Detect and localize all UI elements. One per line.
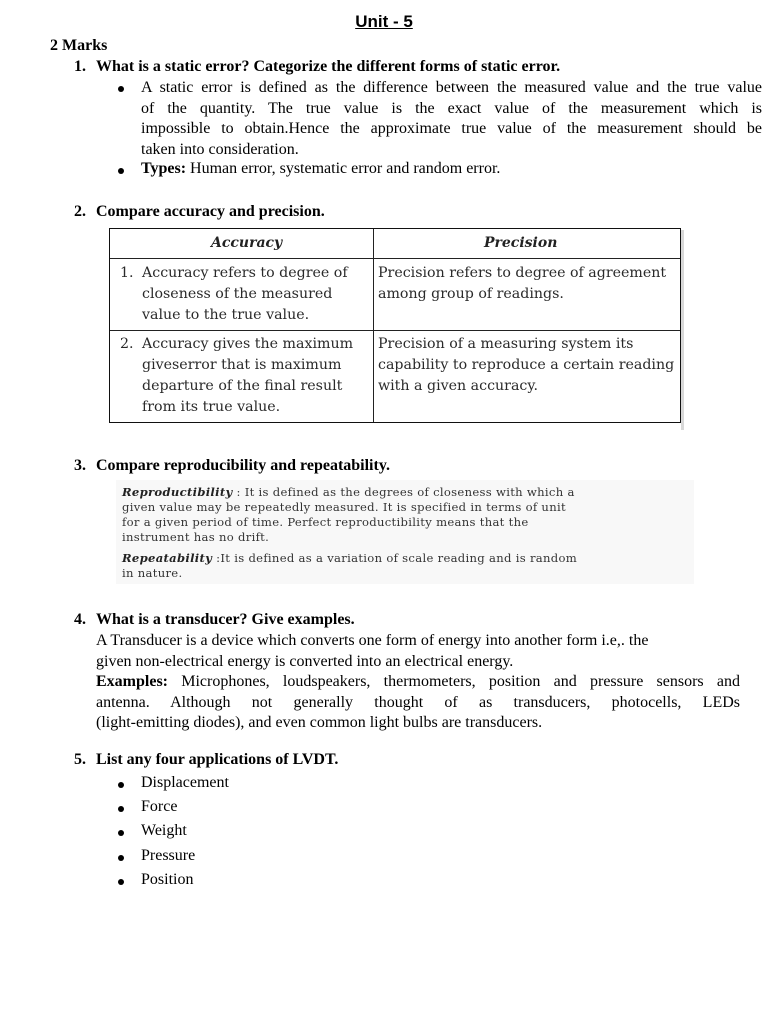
question-number: 4. xyxy=(74,611,86,628)
bullet-icon xyxy=(118,168,124,174)
cell-line: giveserror that is maximum xyxy=(142,357,342,373)
table-cell-accuracy-1 xyxy=(120,263,370,326)
answer-line: antenna. Although not generally thought of as transducers, photocells, LEDs xyxy=(96,693,740,711)
reproducibility-text xyxy=(122,485,674,545)
answer-line: impossible to obtain.Hence the approximate true value of the measurement should be xyxy=(141,120,762,137)
cell-line: closeness of the measured xyxy=(142,286,333,302)
question-number: 5. xyxy=(74,751,86,768)
list-item: Position xyxy=(141,871,194,888)
cell-line: Accuracy gives the maximum xyxy=(142,336,354,352)
table-divider xyxy=(110,258,680,259)
question-text: List any four applications of LVDT. xyxy=(96,751,339,768)
row-number: 2. xyxy=(120,336,134,352)
text-line: : It is defined as the degrees of closeness with which a xyxy=(232,485,575,499)
reproducibility-box xyxy=(116,480,694,584)
cell-line: capability to reproduce a certain reading xyxy=(378,357,675,373)
section-heading: 2 Marks xyxy=(50,37,108,54)
bullet-icon xyxy=(118,806,124,812)
bullet-icon xyxy=(118,782,124,788)
answer-line: given non-electrical energy is converted into an electrical energy. xyxy=(96,652,514,670)
bullet-icon xyxy=(118,879,124,885)
row-number: 1. xyxy=(120,265,134,281)
examples-label: Examples: xyxy=(96,673,168,690)
text-line: :It is defined as a variation of scale reading and is random xyxy=(212,551,578,565)
table-cell-accuracy-2 xyxy=(120,334,370,418)
answer-line xyxy=(96,672,740,693)
cell-line: with a given accuracy. xyxy=(378,378,538,394)
cell-line: Accuracy refers to degree of xyxy=(142,265,348,281)
text-line: instrument has no drift. xyxy=(122,530,270,544)
answer-line: of the quantity. The true value is the exact value of the measurement which is xyxy=(141,99,762,117)
repeatability-text xyxy=(122,551,674,581)
cell-line: from its true value. xyxy=(142,399,281,415)
unit-title: Unit - 5 xyxy=(355,12,413,31)
scan-edge xyxy=(681,230,684,430)
answer-line: taken into consideration. xyxy=(141,140,299,158)
table-cell-precision-2 xyxy=(378,334,678,397)
question-text: What is a transducer? Give examples. xyxy=(96,611,355,628)
cell-line: Precision of a measuring system its xyxy=(378,336,634,352)
bullet-icon xyxy=(118,86,124,92)
question-number: 3. xyxy=(74,457,86,474)
table-cell-precision-1 xyxy=(378,263,678,305)
question-number: 2. xyxy=(74,203,86,220)
question-text: Compare reproducibility and repeatability. xyxy=(96,457,390,474)
text-line: for a given period of time. Perfect reproductibility means that the xyxy=(122,515,529,529)
cell-line: Precision refers to degree of agreement xyxy=(378,265,667,281)
table-divider xyxy=(110,330,680,331)
q1-types xyxy=(141,160,500,178)
list-item: Pressure xyxy=(141,847,196,864)
repeatability-label: Repeatability xyxy=(122,551,213,565)
question-text: Compare accuracy and precision. xyxy=(96,203,325,220)
table-header-precision: Precision xyxy=(484,235,558,251)
bullet-icon xyxy=(118,830,124,836)
cell-line: value to the true value. xyxy=(142,307,310,323)
cell-line: departure of the final result xyxy=(142,378,343,394)
list-item: Force xyxy=(141,798,178,815)
list-item: Weight xyxy=(141,822,187,839)
text-line: given value may be repeatedly measured. It is specified in terms of unit xyxy=(122,500,566,514)
comparison-table xyxy=(109,228,681,423)
types-text: Human error, systematic error and random error. xyxy=(186,160,501,177)
text-line: in nature. xyxy=(122,566,183,580)
question-text: What is a static error? Categorize the different forms of static error. xyxy=(96,58,561,75)
answer-line: A Transducer is a device which converts one form of energy into another form i.e,. the xyxy=(96,632,649,649)
text-line: Microphones, loudspeakers, thermometers, position and pressure sensors and xyxy=(168,673,740,690)
question-number: 1. xyxy=(74,58,86,75)
cell-line: among group of readings. xyxy=(378,286,564,302)
bullet-icon xyxy=(118,855,124,861)
answer-line: A static error is defined as the difference between the measured value and the true value xyxy=(141,79,762,96)
q1-answer xyxy=(141,78,762,160)
table-header-accuracy: Accuracy xyxy=(211,235,283,251)
list-item: Displacement xyxy=(141,774,229,791)
types-label: Types: xyxy=(141,160,187,177)
q4-answer xyxy=(96,631,740,734)
reproducibility-label: Reproductibility xyxy=(122,485,233,499)
answer-line: (light-emitting diodes), and even common light bulbs are transducers. xyxy=(96,714,543,731)
